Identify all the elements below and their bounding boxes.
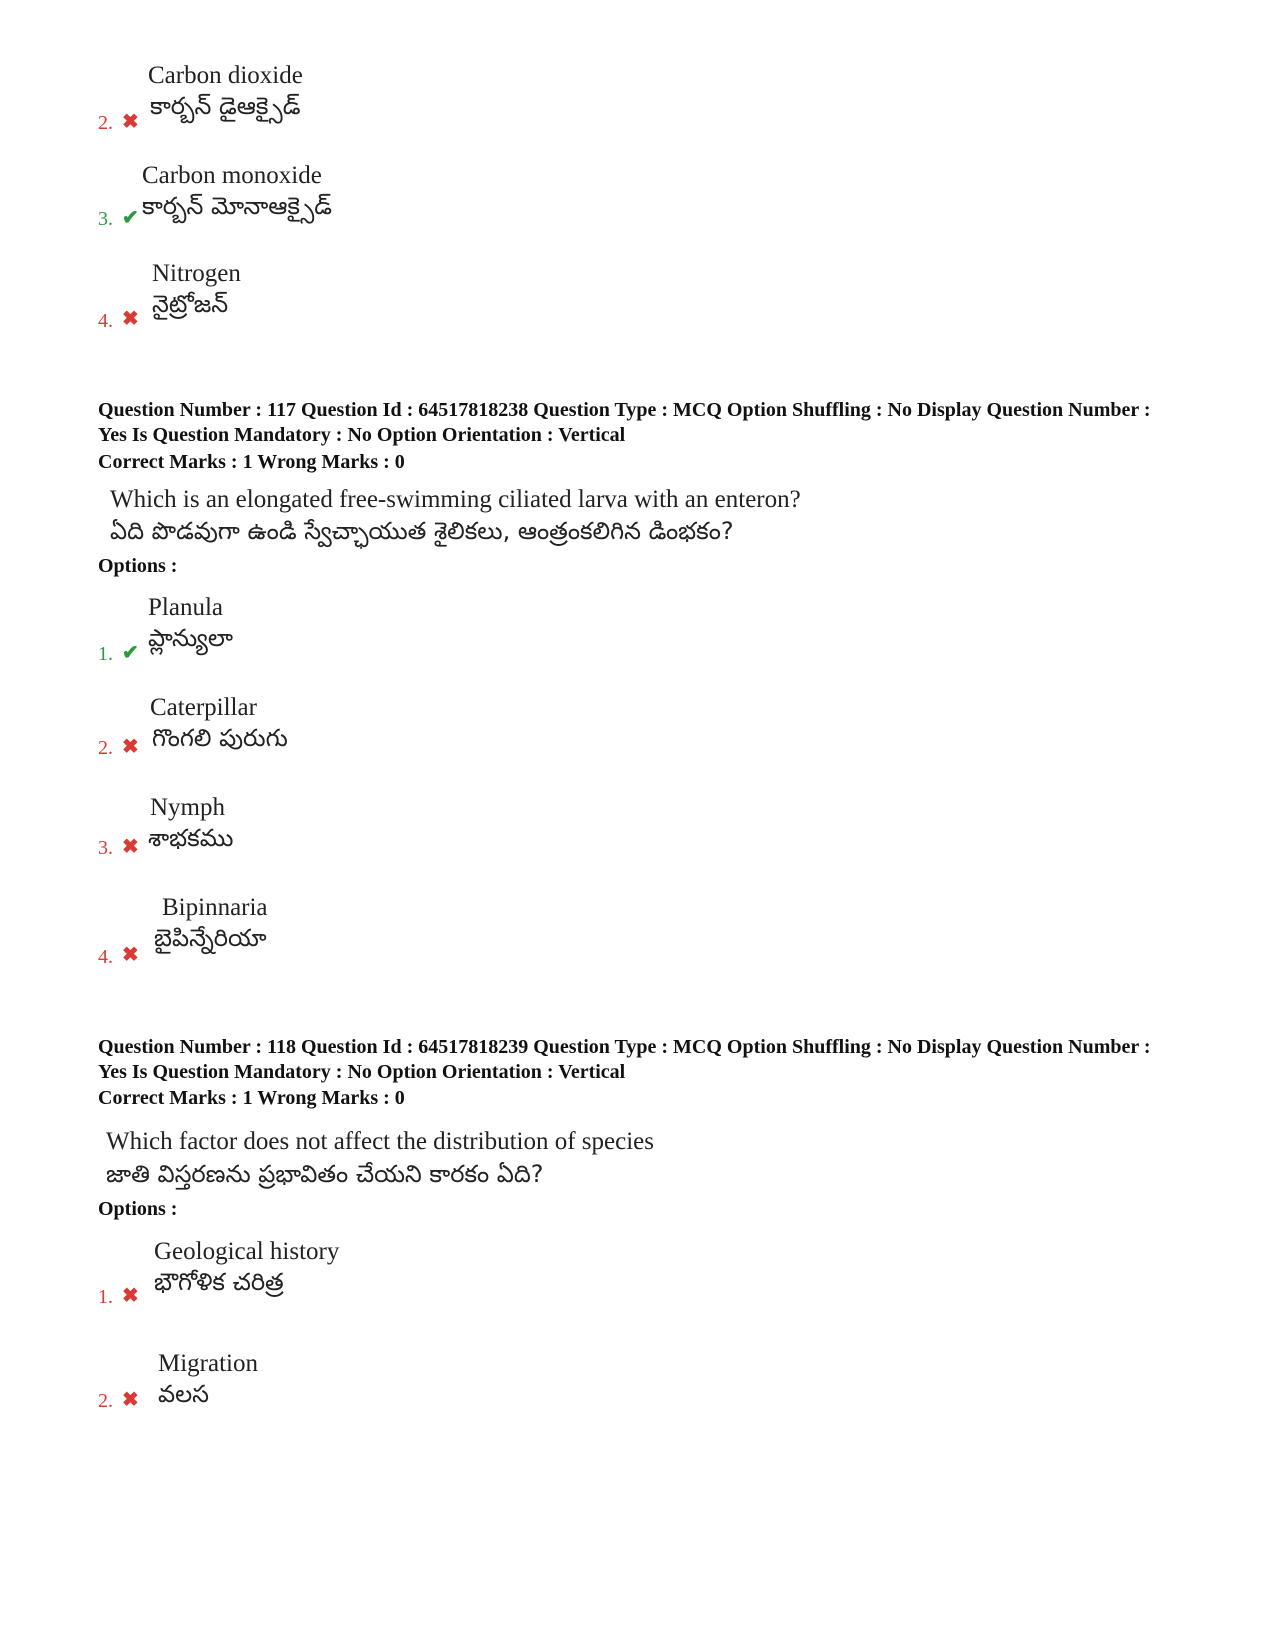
option-number: 4. <box>98 310 113 332</box>
question-117-options-label: Options : <box>98 555 178 577</box>
option-text-te: శాభకము <box>148 824 234 852</box>
option-text-en: Nymph <box>150 794 225 821</box>
question-118-text-en: Which factor does not affect the distribution of species <box>106 1128 654 1155</box>
option-text-en: Carbon monoxide <box>142 162 322 189</box>
check-icon: ✔ <box>122 642 139 664</box>
question-118-marks: Correct Marks : 1 Wrong Marks : 0 <box>98 1087 405 1109</box>
option-text-en: Geological history <box>154 1238 340 1265</box>
question-117-text-te: ఏది పొడవుగా ఉండి స్వేచ్ఛాయుత శైలికలు, ఆంత్రంకలిగిన డింభకం? <box>110 517 734 545</box>
option-text-en: Migration <box>158 1350 258 1377</box>
check-icon: ✔ <box>122 207 139 229</box>
question-117-marks: Correct Marks : 1 Wrong Marks : 0 <box>98 451 405 473</box>
question-117-text-en: Which is an elongated free-swimming ciliated larva with an enteron? <box>110 486 801 513</box>
cross-icon: ✖ <box>122 836 139 858</box>
option-text-te: బైపిన్నేరియా <box>154 924 267 952</box>
option-text-te: నైట్రోజన్ <box>152 290 229 318</box>
option-text-en: Nitrogen <box>152 260 241 287</box>
option-number: 2. <box>98 737 113 759</box>
option-number: 2. <box>98 1390 113 1412</box>
option-text-en: Planula <box>148 594 223 621</box>
option-text-te: కార్బన్ డైఆక్సైడ్ <box>150 92 301 120</box>
cross-icon: ✖ <box>122 308 139 330</box>
cross-icon: ✖ <box>122 111 139 133</box>
cross-icon: ✖ <box>122 1389 139 1411</box>
cross-icon: ✖ <box>122 736 139 758</box>
option-text-en: Caterpillar <box>150 694 257 721</box>
option-number: 3. <box>98 208 113 230</box>
cross-icon: ✖ <box>122 1285 139 1307</box>
option-text-te: భౌగోళిక చరిత్ర <box>154 1268 284 1296</box>
option-number: 2. <box>98 112 113 134</box>
question-118-header: Question Number : 118 Question Id : 64517818239 Question Type : MCQ Option Shuffling : No Display Question Number : Yes Is Question Mandatory : No Option Orientation : Vertical <box>98 1036 1151 1083</box>
option-text-en: Bipinnaria <box>162 894 268 921</box>
option-text-te: గొంగలి పురుగు <box>152 724 288 752</box>
option-number: 1. <box>98 643 113 665</box>
question-117-header: Question Number : 117 Question Id : 64517818238 Question Type : MCQ Option Shuffling : No Display Question Number : Yes Is Question Mandatory : No Option Orientation : Vertical <box>98 399 1151 446</box>
option-number: 1. <box>98 1286 113 1308</box>
cross-icon: ✖ <box>122 944 139 966</box>
option-text-te: వలస <box>158 1380 209 1408</box>
option-text-te: ప్లాన్యులా <box>148 624 234 652</box>
option-text-en: Carbon dioxide <box>148 62 303 89</box>
question-118-options-label: Options : <box>98 1198 178 1220</box>
question-118-text-te: జాతి విస్తరణను ప్రభావితం చేయని కారకం ఏది? <box>106 1160 544 1188</box>
option-number: 3. <box>98 837 113 859</box>
option-text-te: కార్బన్ మోనాఆక్సైడ్ <box>142 192 332 220</box>
option-number: 4. <box>98 946 113 968</box>
